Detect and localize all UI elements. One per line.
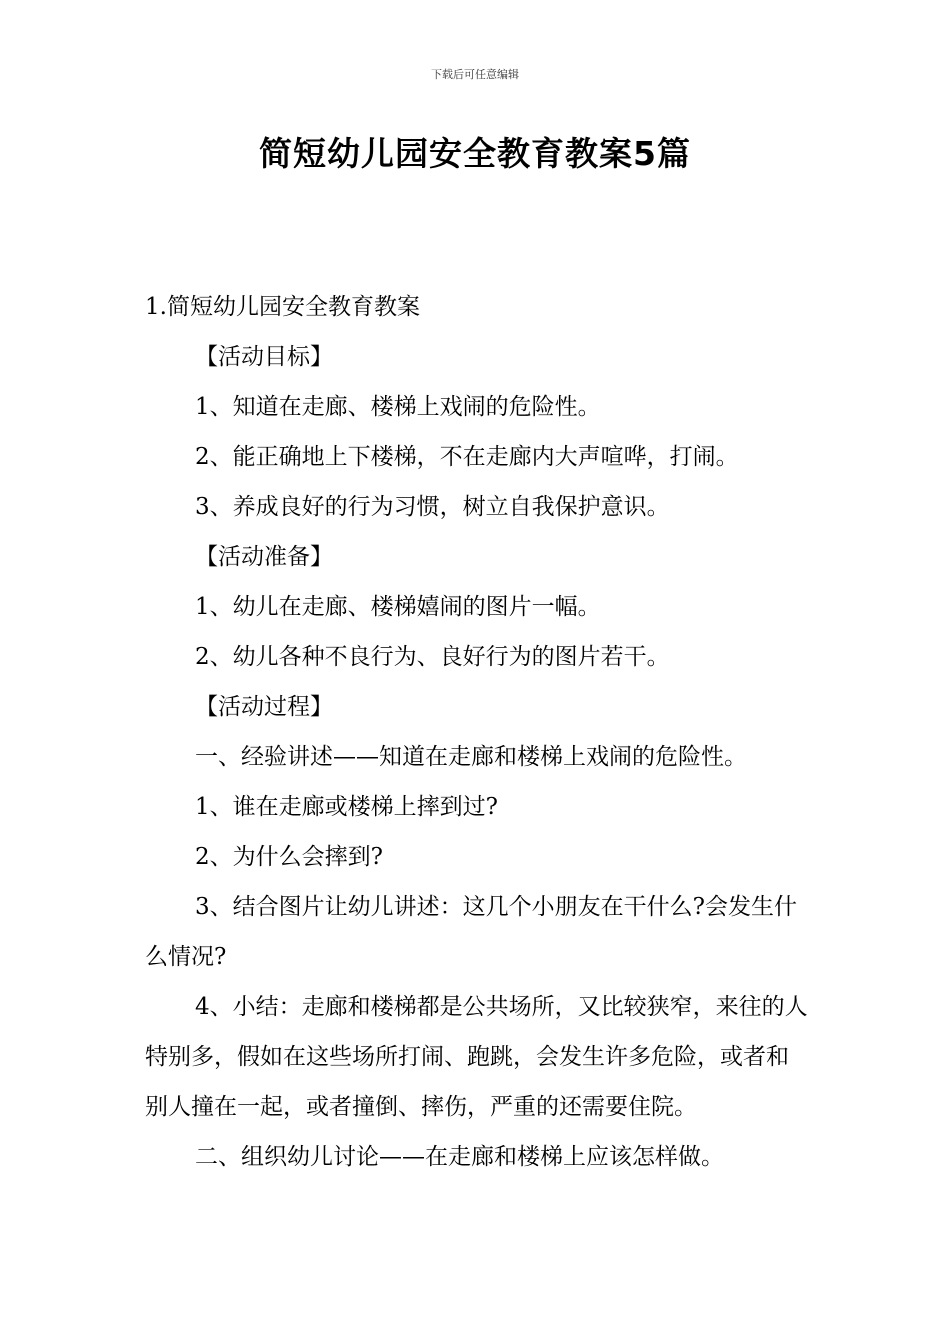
paragraph: 【活动准备】 [195, 544, 333, 570]
paragraph: 一、经验讲述——知道在走廊和楼梯上戏闹的危险性。 [195, 744, 747, 770]
paragraph: 2、能正确地上下楼梯，不在走廊内大声喧哗，打闹。 [195, 444, 739, 470]
paragraph: 【活动过程】 [195, 694, 333, 720]
paragraph: 2、幼儿各种不良行为、良好行为的图片若干。 [195, 644, 670, 670]
paragraph: 【活动目标】 [195, 344, 333, 370]
paragraph: 3、结合图片让幼儿讲述：这几个小朋友在干什么?会发生什么情况? [145, 894, 797, 970]
section-heading: 1.简短幼儿园安全教育教案 [145, 294, 420, 320]
paragraph: 2、为什么会摔到? [195, 844, 383, 870]
paragraph: 二、组织幼儿讨论——在走廊和楼梯上应该怎样做。 [195, 1144, 724, 1170]
document-body [145, 282, 809, 1182]
document-title: 简短幼儿园安全教育教案5篇 [259, 134, 691, 173]
paragraph: 3、养成良好的行为习惯，树立自我保护意识。 [195, 494, 670, 520]
paragraph: 4、小结：走廊和楼梯都是公共场所，又比较狭窄，来往的人特别多，假如在这些场所打闹、跑跳，会发生许多危险，或者和别人撞在一起，或者撞倒、摔伤，严重的还需要住院。 [145, 994, 808, 1120]
header-note: 下载后可任意编辑 [431, 68, 519, 81]
paragraph: 1、幼儿在走廊、楼梯嬉闹的图片一幅。 [195, 594, 601, 620]
paragraph: 1、谁在走廊或楼梯上摔到过? [195, 794, 498, 820]
paragraph: 1、知道在走廊、楼梯上戏闹的危险性。 [195, 394, 601, 420]
